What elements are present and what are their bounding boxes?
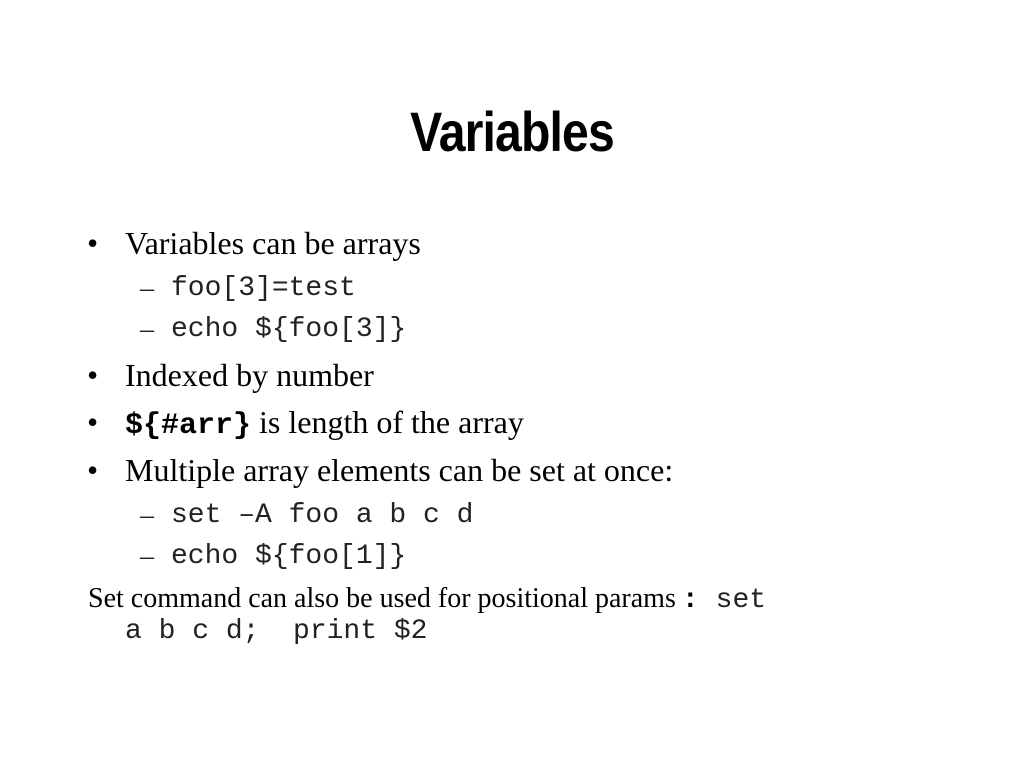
code-text: echo ${foo[3]} [171, 314, 407, 345]
bullet-marker: • [87, 357, 99, 393]
colon-text: : [681, 585, 699, 616]
bullet-text-rest: is length of the array [251, 404, 524, 440]
dash-marker: – [140, 541, 154, 572]
bullet-item [0, 402, 1024, 442]
bullet-item [0, 355, 1024, 395]
code-text: set –A foo a b c d [171, 500, 474, 531]
sub-bullet-item [0, 272, 1024, 306]
bullet-text: Multiple array elements can be set at once: [125, 452, 674, 488]
code-text: a b c d; print $2 [125, 616, 428, 647]
sub-bullet-item [0, 313, 1024, 347]
paragraph-text: Set command can also be used for positional params [88, 583, 676, 614]
sub-bullet-item [0, 540, 1024, 574]
slide-title: Variables [410, 100, 614, 163]
bullet-text: Indexed by number [125, 357, 374, 393]
bullet-marker: • [87, 452, 99, 488]
bullet-item [0, 450, 1024, 490]
code-text: foo[3]=test [171, 273, 356, 304]
dash-marker: – [140, 314, 154, 345]
code-text: set [715, 585, 767, 616]
sub-bullet-item [0, 499, 1024, 533]
dash-marker: – [140, 500, 154, 531]
bullet-item [0, 223, 1024, 263]
code-text: echo ${foo[1]} [171, 541, 407, 572]
bullet-text: Variables can be arrays [125, 225, 421, 261]
paragraph-line [88, 582, 766, 618]
bullet-marker: • [87, 225, 99, 261]
bullet-marker: • [87, 404, 99, 440]
dash-marker: – [140, 273, 154, 304]
bullet-text [125, 402, 524, 446]
code-text: ${#arr} [125, 409, 252, 443]
